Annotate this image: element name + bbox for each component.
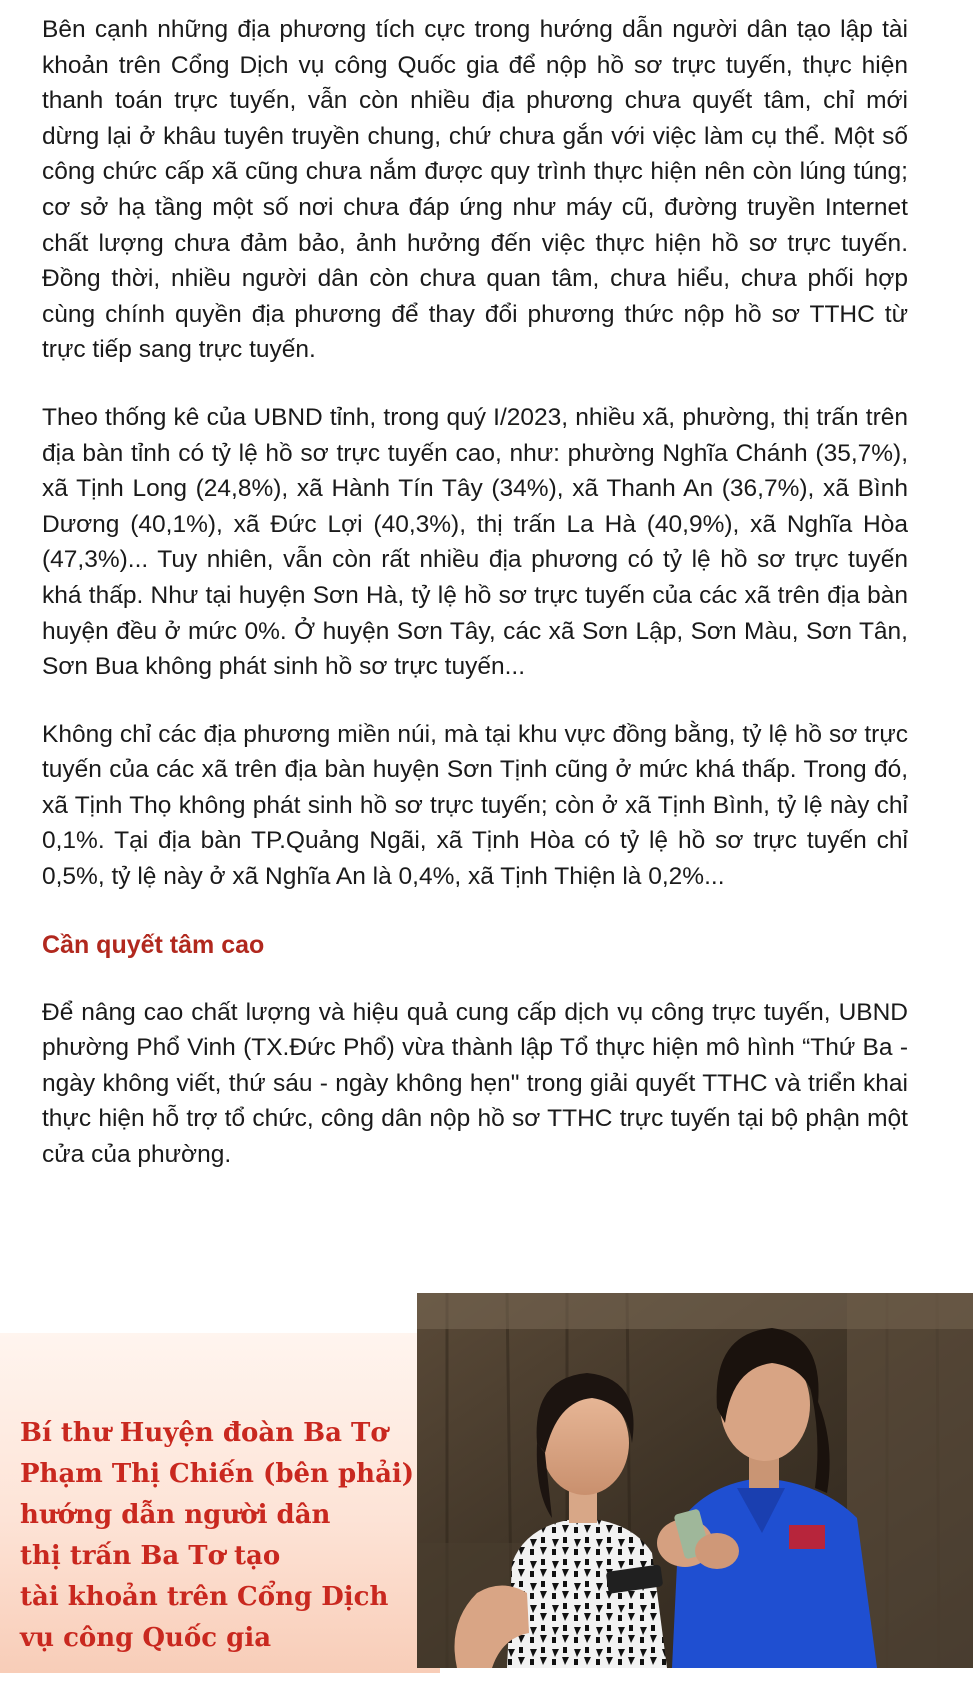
article-paragraph-2: Theo thống kê của UBND tỉnh, trong quý I/2023, nhiều xã, phường, thị trấn trên địa bàn tỉnh có tỷ lệ hồ sơ trực tuyến cao, như: phường Nghĩa Chánh (35,7%), xã Tịnh Long (24,8%), xã Hành Tín Tây (34%), xã Thanh An (36,7%), xã Bình Dương (40,1%), xã Đức Lợi (40,3%), thị trấn La Hà (40,9%), xã Nghĩa Hòa (47,3%)... Tuy nhiên, vẫn còn rất nhiều địa phương có tỷ lệ hồ sơ trực tuyến khá thấp. Như tại huyện Sơn Hà, tỷ lệ hồ sơ trực tuyến của các xã trên địa bàn huyện đều ở mức 0%. Ở huyện Sơn Tây, các xã Sơn Lập, Sơn Màu, Sơn Tân, Sơn Bua không phát sinh hồ sơ trực tuyến... — [42, 403, 908, 681]
article-paragraph-3: Không chỉ các địa phương miền núi, mà tại khu vực đồng bằng, tỷ lệ hồ sơ trực tuyến của các xã trên địa bàn huyện Sơn Tịnh cũng ở mức khá thấp. Trong đó, xã Tịnh Thọ không phát sinh hồ sơ trực tuyến; còn ở xã Tịnh Bình, tỷ lệ này chỉ 0,1%. Tại địa bàn TP.Quảng Ngãi, xã Tịnh Hòa có tỷ lệ hồ sơ trực tuyến chỉ 0,5%, tỷ lệ này ở xã Nghĩa An là 0,4%, xã Tịnh Thiện là 0,2%... — [42, 720, 908, 891]
caption-line: tài khoản trên Cổng Dịch — [20, 1582, 389, 1612]
caption-line: vụ công Quốc gia — [20, 1623, 272, 1653]
section-heading: Cần quyết tâm cao — [42, 930, 265, 959]
caption-line: thị trấn Ba Tơ tạo — [20, 1541, 281, 1571]
caption-line: Bí thư Huyện đoàn Ba Tơ — [20, 1418, 388, 1448]
photo-section — [0, 1293, 973, 1673]
article-body — [42, 12, 908, 1205]
caption-line: hướng dẫn người dân — [20, 1500, 331, 1530]
article-paragraph-1: Bên cạnh những địa phương tích cực trong hướng dẫn người dân tạo lập tài khoản trên Cổng Dịch vụ công Quốc gia để nộp hồ sơ trực tuyến, thực hiện thanh toán trực tuyến, vẫn còn nhiều địa phương chưa quyết tâm, chỉ mới dừng lại ở khâu tuyên truyền chung, chứ chưa gắn với việc làm cụ thể. Một số công chức cấp xã cũng chưa nắm được quy trình thực hiện nên còn lúng túng; cơ sở hạ tầng một số nơi chưa đáp ứng như máy cũ, đường truyền Internet chất lượng chưa đảm bảo, ảnh hưởng đến việc thực hiện hồ sơ trực tuyến. Đồng thời, nhiều người dân còn chưa quan tâm, chưa hiểu, chưa phối hợp cùng chính quyền địa phương để thay đổi phương thức nộp hồ sơ TTHC từ trực tiếp sang trực tuyến. — [42, 16, 908, 364]
caption-panel — [0, 1333, 440, 1673]
photo-caption — [20, 1413, 420, 1659]
article-paragraph-4: Để nâng cao chất lượng và hiệu quả cung cấp dịch vụ công trực tuyến, UBND phường Phổ Vinh (TX.Đức Phổ) vừa thành lập Tổ thực hiện mô hình “Thứ Ba - ngày không viết, thứ sáu - ngày không hẹn" trong giải quyết TTHC và triển khai thực hiện hỗ trợ tổ chức, công dân nộp hồ sơ TTHC trực tuyến tại bộ phận một cửa của phường. — [42, 998, 908, 1169]
caption-line: Phạm Thị Chiến (bên phải) — [20, 1459, 415, 1489]
news-photo — [417, 1293, 973, 1668]
news-photo-illustration — [417, 1293, 973, 1668]
